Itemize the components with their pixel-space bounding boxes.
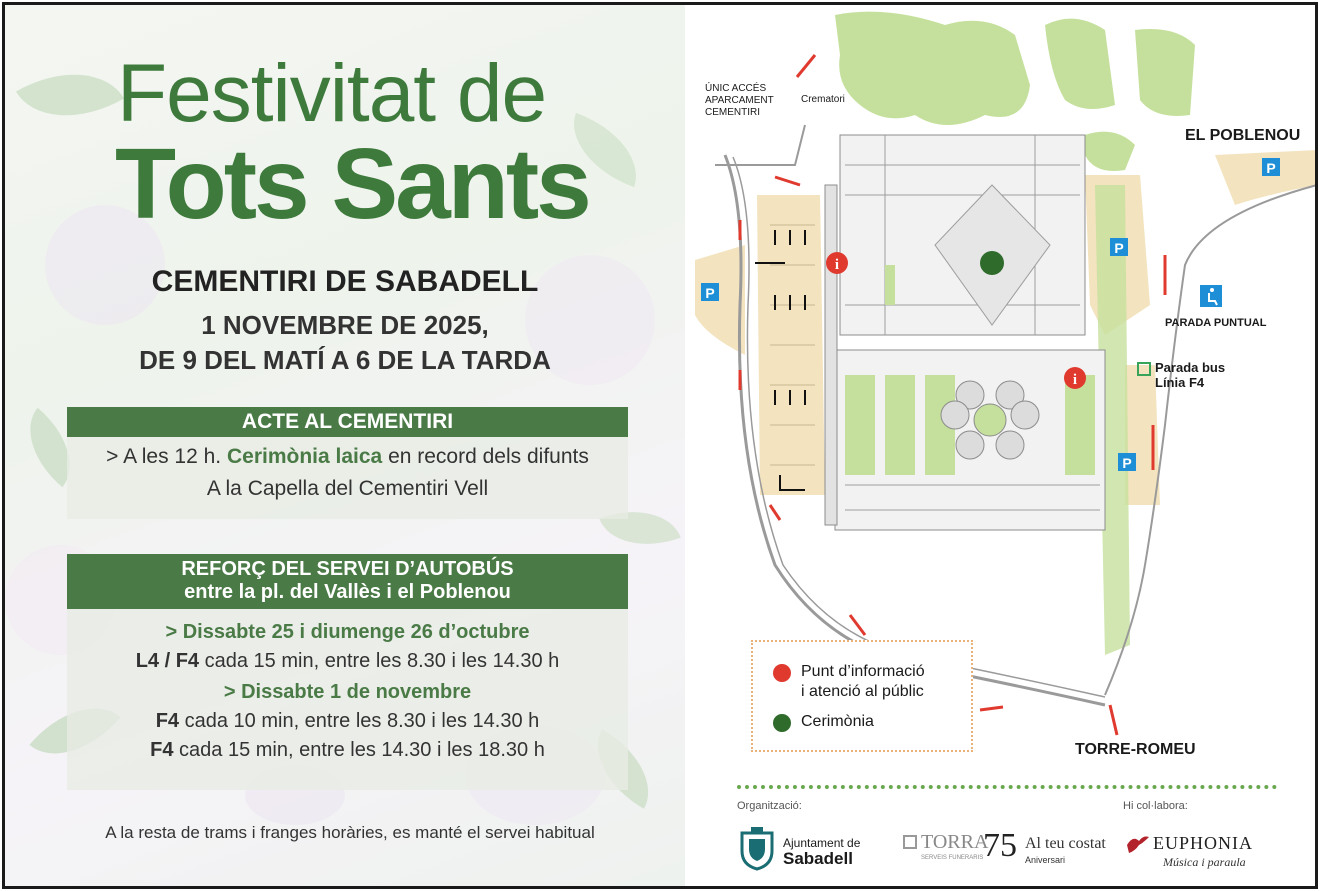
leaf-decoration	[16, 47, 124, 144]
forest-area	[1085, 132, 1135, 171]
info-panel	[5, 5, 685, 886]
ceremony-box	[67, 407, 628, 519]
map-legend	[751, 640, 973, 752]
bus-box	[67, 554, 628, 790]
torra-logo	[903, 827, 1106, 871]
forest-area	[835, 12, 1030, 125]
crematori-label: Crematori	[801, 94, 845, 105]
svg-text:P: P	[1266, 160, 1276, 176]
poblenou-label: EL POBLENOU	[1185, 127, 1301, 144]
bus-frequency: cada 15 min, entre les 8.30 i les 14.30 h	[204, 650, 560, 672]
ajuntament-logo	[737, 825, 777, 871]
collaboration-label: Hi col·labora:	[1123, 800, 1188, 812]
parking-sign	[701, 283, 719, 301]
bus-heading-line2: entre la pl. del Vallès i el Poblenou	[184, 581, 511, 603]
service-footnote: A la resta de trams i franges horàries, es manté el servei habitual	[105, 823, 595, 842]
accessible-parking-icon	[1200, 285, 1222, 307]
bus-heading-line1: REFORÇ DEL SERVEI D’AUTOBÚS	[181, 558, 514, 580]
parking-sign	[1118, 453, 1136, 471]
cemetery-block	[825, 185, 840, 525]
bus-period-2: > Dissabte 1 de novembre	[223, 681, 472, 703]
bus-line-label: F4	[150, 739, 174, 761]
svg-text:P: P	[705, 285, 715, 301]
bus-schedule-1	[67, 650, 628, 673]
euphonia-logo	[1125, 831, 1275, 873]
euphonia-tagline: Música i paraula	[1163, 855, 1246, 869]
forest-area	[1135, 29, 1195, 116]
legend-ceremony: Cerimònia	[773, 712, 874, 732]
svg-text:P: P	[1122, 455, 1132, 471]
bus-heading	[67, 554, 628, 609]
page-title-line1: Festivitat de	[117, 48, 547, 139]
ceremony-name: Cerimònia laica	[226, 445, 383, 468]
torre-romeu-label: TORRE-ROMEU	[1075, 741, 1196, 758]
ajuntament-name: Ajuntament de Sabadell	[783, 836, 861, 868]
bus-schedule-3	[67, 739, 628, 762]
info-marker	[826, 252, 848, 274]
torra-name: TORRA	[921, 831, 989, 853]
anniversary-label: Aniversari	[1025, 855, 1066, 865]
bus-line-label: F4	[155, 710, 180, 732]
parking-sign	[1110, 238, 1128, 256]
bus-schedule-2	[67, 710, 628, 733]
torra-subtitle: SERVEIS FUNERARIS	[921, 855, 984, 861]
euphonia-bird-icon	[1125, 831, 1151, 857]
parking-sign	[1262, 158, 1280, 176]
svg-text:i: i	[834, 257, 840, 273]
svg-text:P: P	[1114, 240, 1124, 256]
access-label: ÚNIC ACCÉS APARCAMENT CEMENTIRI	[705, 83, 774, 118]
ceremony-icon	[773, 714, 791, 732]
organization-label: Organització:	[737, 800, 802, 812]
ceremony-purpose: en record dels difunts	[388, 445, 589, 468]
ceremony-time: > A les 12 h.	[106, 445, 222, 468]
road	[715, 125, 805, 165]
venue-title: CEMENTIRI DE SABADELL	[151, 265, 539, 298]
event-hours: DE 9 DEL MATÍ A 6 DE LA TARDA	[139, 345, 551, 375]
bus-frequency: cada 15 min, entre les 14.30 i les 18.30 h	[179, 739, 545, 761]
svg-text:i: i	[1072, 372, 1078, 388]
torra-house-icon	[903, 835, 917, 849]
forest-area	[1045, 19, 1115, 109]
map-panel	[685, 5, 1318, 886]
page-title-line2: Tots Sants	[115, 128, 589, 240]
bus-period-1: > Dissabte 25 i diumenge 26 d’octubre	[165, 621, 530, 643]
parada-puntual-label: PARADA PUNTUAL	[1165, 317, 1267, 329]
event-date: 1 NOVEMBRE DE 2025,	[201, 310, 489, 340]
anniversary-number: 75	[983, 827, 1017, 864]
legend-info: Punt d’informació i atenció al públic	[773, 662, 925, 702]
divider	[737, 785, 1277, 789]
info-marker	[1064, 367, 1086, 389]
ajuntament-shield-icon	[737, 825, 777, 871]
ceremony-line	[67, 445, 628, 469]
ceremony-marker	[980, 251, 1004, 275]
torra-slogan: Al teu costat	[1025, 835, 1106, 852]
bus-line-label: L4 / F4	[135, 650, 200, 672]
ceremony-heading: ACTE AL CEMENTIRI	[67, 407, 628, 437]
ceremony-location: A la Capella del Cementiri Vell	[206, 477, 489, 500]
euphonia-name: EUPHONIA	[1153, 833, 1253, 853]
poster	[2, 2, 1318, 889]
info-icon	[773, 664, 791, 682]
bus-frequency: cada 10 min, entre les 8.30 i les 14.30 h	[184, 710, 540, 732]
bus-stop-label: Parada bus Línia F4	[1155, 360, 1226, 390]
